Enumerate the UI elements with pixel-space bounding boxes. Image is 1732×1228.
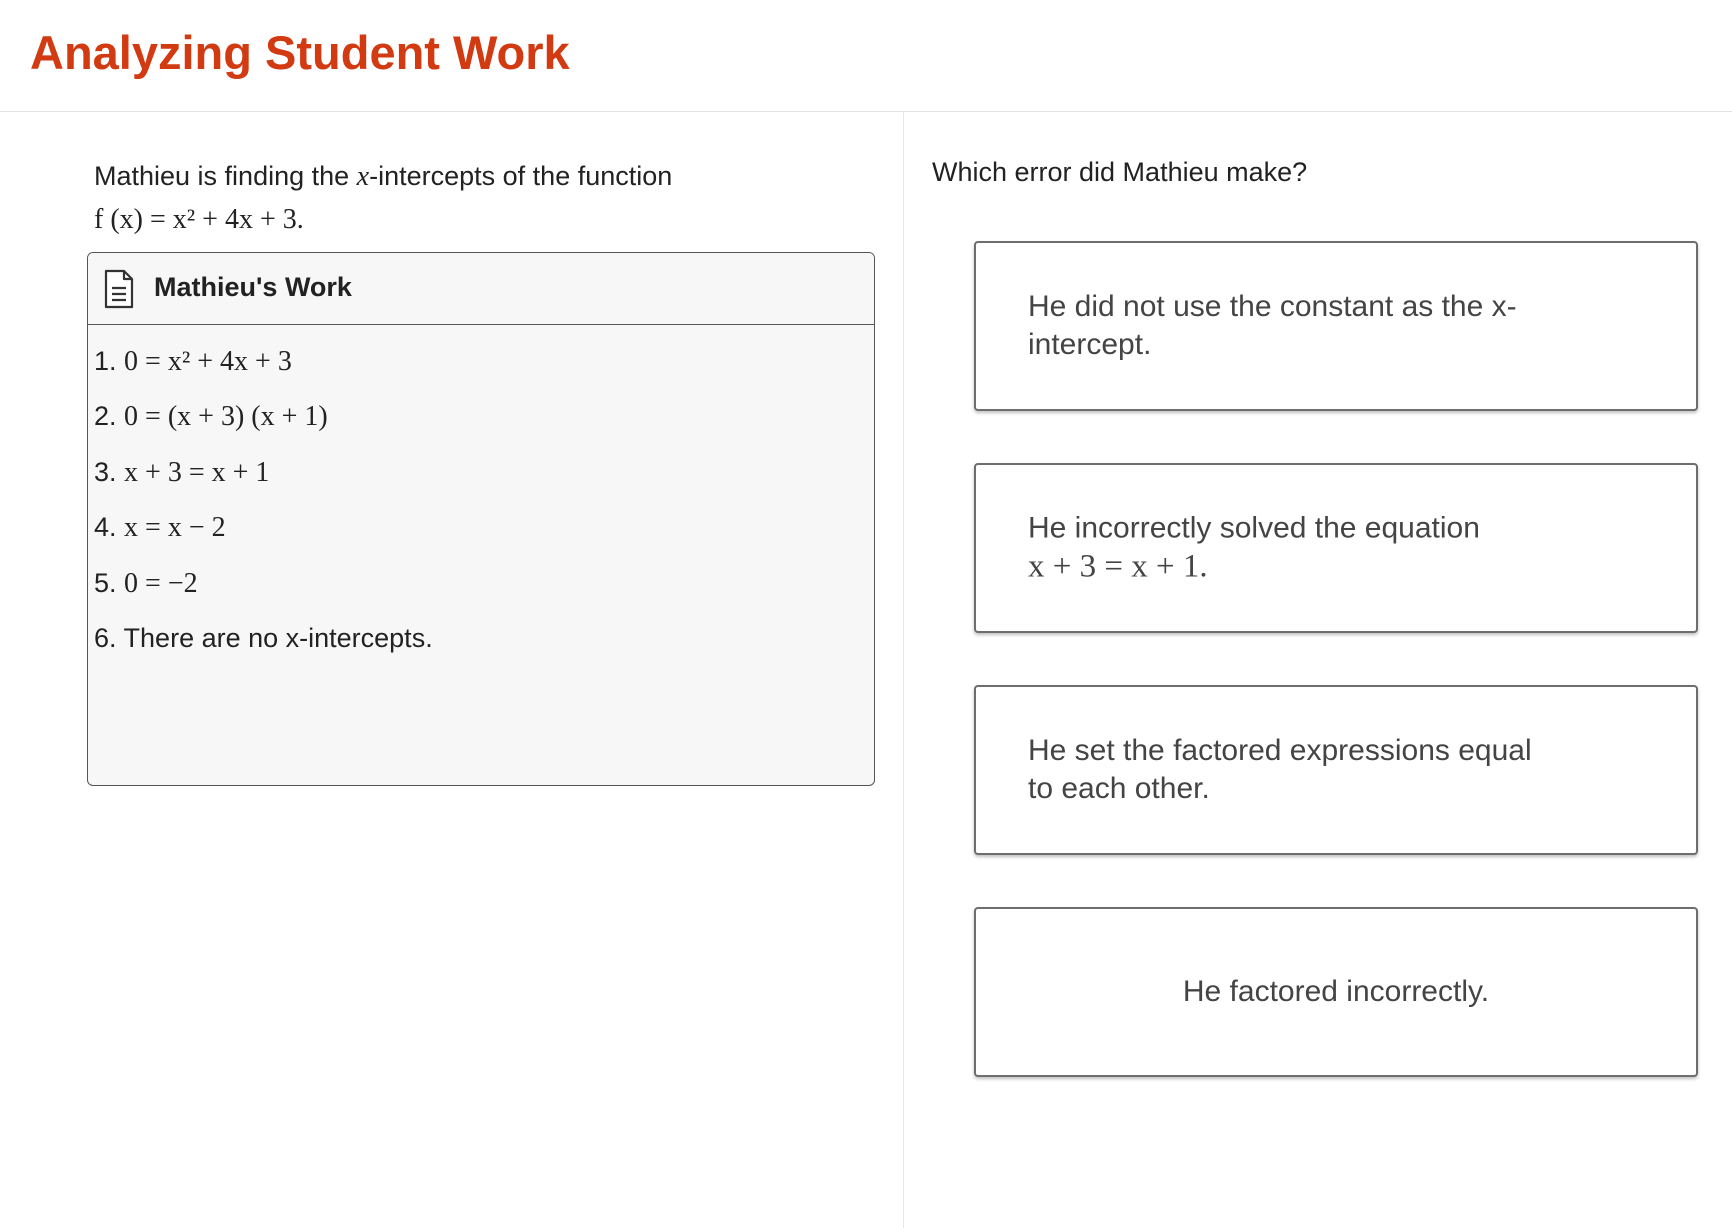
right-pane: [904, 113, 1732, 1228]
student-work-header: [88, 253, 874, 325]
choice-line: intercept.: [1028, 328, 1152, 361]
step-math: 0 = (x + 3) (x + 1): [124, 401, 328, 432]
answer-choice-3[interactable]: [974, 685, 1698, 855]
work-step-4: [94, 507, 226, 548]
work-step-1: [94, 341, 292, 382]
function-expression: f (x) = x² + 4x + 3.: [94, 204, 304, 235]
step-number: 6.: [94, 623, 117, 653]
work-step-5: [94, 563, 198, 604]
choice-label: [1028, 732, 1636, 808]
choice-label: [1028, 288, 1636, 364]
work-step-6: [94, 618, 433, 658]
choice-line: to each other.: [1028, 772, 1210, 805]
prompt-variable: x: [356, 161, 370, 192]
student-work-title: Mathieu's Work: [154, 272, 352, 302]
header: [0, 0, 1732, 112]
choice-line: He set the factored expressions equal: [1028, 734, 1532, 767]
step-number: 5.: [94, 568, 117, 598]
document-icon: [103, 269, 135, 309]
choice-label: [1028, 510, 1636, 587]
step-number: 4.: [94, 512, 117, 542]
student-work-panel: [87, 252, 875, 786]
step-text: There are no x-intercepts.: [123, 623, 433, 653]
answer-choice-4[interactable]: [974, 907, 1698, 1077]
step-number: 1.: [94, 346, 117, 376]
work-step-2: [94, 396, 328, 437]
choice-line: He incorrectly solved the equation: [1028, 511, 1480, 545]
page-title: Analyzing Student Work: [30, 26, 570, 79]
choice-label: He factored incorrectly.: [1182, 975, 1490, 1008]
choice-line: He did not use the constant as the x-: [1028, 290, 1517, 323]
step-math: x + 3 = x + 1: [124, 457, 270, 488]
step-number: 3.: [94, 457, 117, 487]
answer-choice-2[interactable]: [974, 463, 1698, 633]
prompt-text-after: -intercepts of the function: [369, 161, 673, 191]
work-step-3: [94, 452, 269, 493]
question-text: Which error did Mathieu make?: [932, 157, 1308, 187]
step-math: 0 = −2: [124, 568, 198, 599]
step-math: 0 = x² + 4x + 3: [124, 346, 292, 377]
step-number: 2.: [94, 401, 117, 431]
choice-math: x + 3 = x + 1.: [1028, 548, 1208, 585]
problem-prompt: [94, 155, 874, 241]
prompt-text-before: Mathieu is finding the: [94, 161, 357, 191]
left-pane: [0, 113, 903, 1228]
answer-choice-1[interactable]: [974, 241, 1698, 411]
step-math: x = x − 2: [124, 512, 226, 543]
